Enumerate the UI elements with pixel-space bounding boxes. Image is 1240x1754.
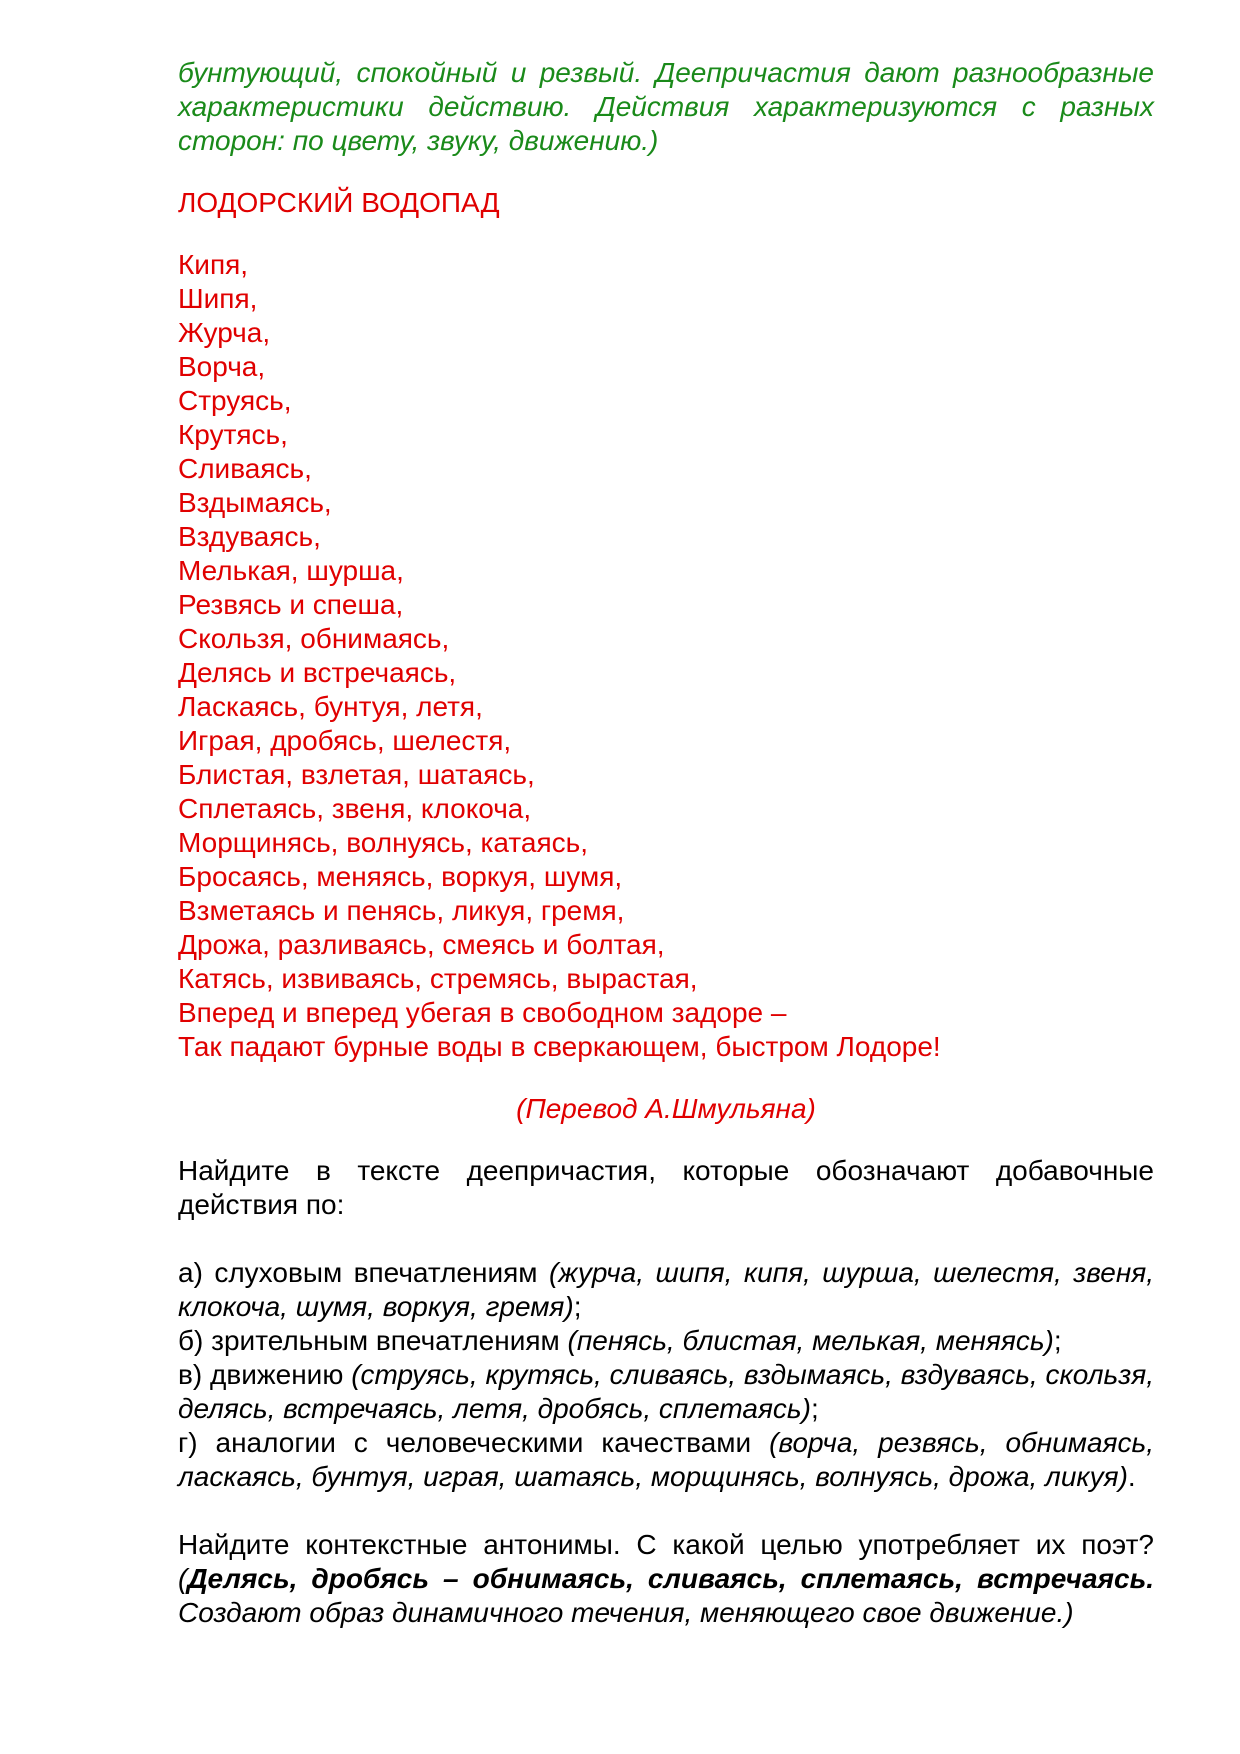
poem-line: Скользя, обнимаясь, — [178, 623, 450, 654]
poem-line: Резвясь и спеша, — [178, 589, 404, 620]
answer-item-a: а) слуховым впечатлениям (журча, шипя, кипя, шурша, шелестя, звеня, клокоча, шумя, воркуя, гремя); — [178, 1257, 1154, 1322]
antonyms-answer: Делясь, дробясь – обнимаясь, сливаясь, сплетаясь, встречаясь. — [187, 1563, 1154, 1594]
poem-line: Морщинясь, волнуясь, катаясь, — [178, 827, 588, 858]
question-1: Найдите в тексте деепричастия, которые обозначают добавочные действия по: — [178, 1155, 1154, 1220]
question-1-answers — [178, 1256, 1154, 1494]
poem-line: Кипя, — [178, 249, 249, 280]
poem-line: Делясь и встречаясь, — [178, 657, 457, 688]
question-2: Найдите контекстные антонимы. С какой целью употребляет их поэт? (Делясь, дробясь – обнимаясь, сливаясь, сплетаясь, встречаясь. Создают образ динамичного течения, меняющего свое движение.) — [178, 1529, 1154, 1628]
poem-line: Сплетаясь, звеня, клокоча, — [178, 793, 532, 824]
poem-line: Ворча, — [178, 351, 266, 382]
answer-item-b: б) зрительным впечатлениям (пенясь, блистая, мелькая, меняясь); — [178, 1325, 1062, 1356]
poem-line: Вперед и вперед убегая в свободном задоре – — [178, 997, 787, 1028]
poem-body — [178, 248, 1154, 1064]
poem-line: Ласкаясь, бунтуя, летя, — [178, 691, 483, 722]
poem-line: Играя, дробясь, шелестя, — [178, 725, 512, 756]
poem-line: Бросаясь, меняясь, воркуя, шумя, — [178, 861, 623, 892]
intro-paragraph: бунтующий, спокойный и резвый. Деепричастия дают разнообразные характеристики действию. Действия характеризуются с разных сторон: по цвету, звуку, движению.) — [178, 57, 1154, 156]
poem-line: Сливаясь, — [178, 453, 312, 484]
poem-line: Вздымаясь, — [178, 487, 332, 518]
poem-line: Мелькая, шурша, — [178, 555, 404, 586]
poem-line: Так падают бурные воды в сверкающем, быстром Лодоре! — [178, 1031, 941, 1062]
poem-line: Дрожа, разливаясь, смеясь и болтая, — [178, 929, 665, 960]
poem-line: Шипя, — [178, 283, 258, 314]
answer-item-c: в) движению (струясь, крутясь, сливаясь, вздымаясь, вздуваясь, скользя, делясь, встречаясь, летя, дробясь, сплетаясь); — [178, 1359, 1154, 1424]
poem-line: Катясь, извиваясь, стремясь, вырастая, — [178, 963, 698, 994]
poem-line: Вздуваясь, — [178, 521, 321, 552]
translation-attribution: (Перевод А.Шмульяна) — [516, 1093, 816, 1124]
document-page — [178, 56, 1154, 1630]
poem-line: Крутясь, — [178, 419, 288, 450]
poem-line: Журча, — [178, 317, 271, 348]
answer-item-d: г) аналогии с человеческими качествами (ворча, резвясь, обнимаясь, ласкаясь, бунтуя, играя, шатаясь, морщинясь, волнуясь, дрожа, ликуя). — [178, 1427, 1154, 1492]
poem-line: Струясь, — [178, 385, 292, 416]
poem-title: ЛОДОРСКИЙ ВОДОПАД — [178, 187, 500, 218]
poem-line: Блистая, взлетая, шатаясь, — [178, 759, 535, 790]
poem-line: Взметаясь и пенясь, ликуя, гремя, — [178, 895, 625, 926]
